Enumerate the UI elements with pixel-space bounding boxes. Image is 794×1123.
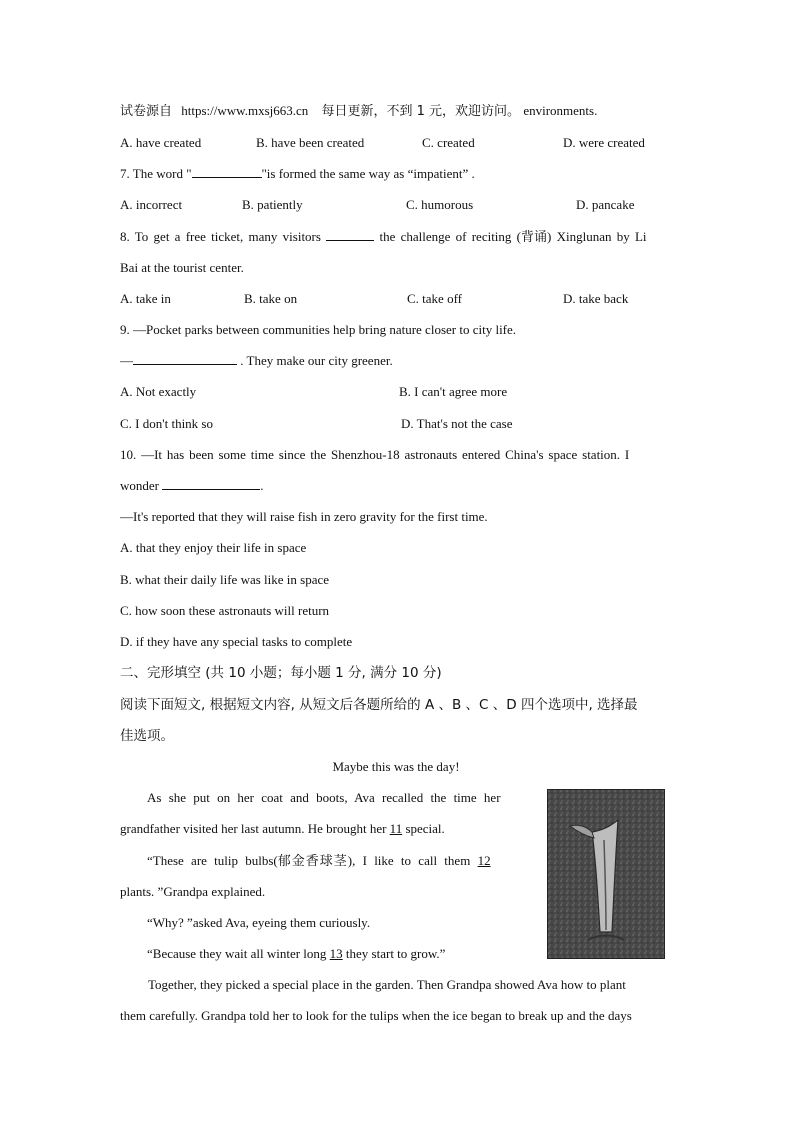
source-url[interactable]: https://www.mxsj663.cn [181, 103, 309, 118]
blank-12: 12 [477, 853, 491, 868]
q9-option-c: C. I don't think so [120, 416, 213, 431]
passage-p2-line2: plants. ”Grandpa explained. [120, 884, 266, 899]
blank-13: 13 [329, 946, 343, 961]
passage-p5-line2: them carefully. Grandpa told her to look for the tulips when the ice began to break up and the days [120, 1008, 632, 1023]
q10-stem-line1: 10. —It has been some time since the Shenzhou-18 astronauts entered China's space station. I [120, 447, 630, 462]
source-label: 试卷源自 [120, 104, 173, 119]
q8-stem-line1 [120, 228, 647, 246]
q9-option-d: D. That's not the case [401, 416, 513, 431]
q7-suffix: "is formed the same way as “impatient” . [261, 166, 475, 181]
q10-suffix: . [260, 478, 264, 493]
q9-option-b: B. I can't agree more [399, 384, 508, 399]
q7-option-c: C. humorous [406, 197, 474, 212]
q9-option-a: A. Not exactly [120, 384, 197, 399]
q8-blank [326, 228, 374, 241]
passage-p2-text-b: ), I like to call them [347, 853, 478, 868]
passage-p1-line1: As she put on her coat and boots, Ava recalled the time her [147, 790, 501, 805]
q10-option-d: D. if they have any special tasks to complete [120, 634, 353, 649]
passage-p4 [147, 945, 445, 963]
q6-option-a: A. have created [120, 135, 202, 150]
q8-option-b: B. take on [244, 291, 298, 306]
q10-stem-line2 [120, 477, 264, 495]
q8-option-d: D. take back [563, 291, 629, 306]
q6-option-c: C. created [422, 135, 475, 150]
passage-p3: “Why? ”asked Ava, eyeing them curiously. [147, 915, 371, 930]
passage-p1-text-a: grandfather visited her last autumn. He brought her [120, 821, 390, 836]
passage-p2-line1 [147, 852, 491, 871]
passage-p1-line2 [120, 820, 445, 838]
tulip-sprout-photo [547, 789, 665, 959]
q9-stem-line1: 9. —Pocket parks between communities help bring nature closer to city life. [120, 322, 517, 337]
q10-option-c: C. how soon these astronauts will return [120, 603, 330, 618]
q8-text-a: 8. To get a free ticket, many visitors [120, 229, 321, 244]
q10-option-b: B. what their daily life was like in space [120, 572, 330, 587]
q8-option-a: A. take in [120, 291, 171, 306]
q7-stem [120, 165, 475, 183]
q10-prefix: wonder [120, 478, 159, 493]
section2-instructions-2: 佳选项。 [120, 728, 174, 744]
q6-option-d: D. were created [563, 135, 645, 150]
q8-text-b: the challenge of reciting (背诵) Xinglunan by Li [379, 229, 647, 244]
sprout-image [548, 790, 664, 958]
passage-p1-text-b: special. [402, 821, 445, 836]
q10-blank [162, 477, 260, 490]
passage-title: Maybe this was the day! [332, 759, 460, 774]
q10-stem-line3: —It's reported that they will raise fish in zero gravity for the first time. [120, 509, 488, 524]
q10-option-a: A. that they enjoy their life in space [120, 540, 307, 555]
q7-prefix: 7. The word " [120, 166, 192, 181]
q7-option-a: A. incorrect [120, 197, 183, 212]
source-header [120, 102, 597, 121]
q9-dash: — [120, 353, 133, 368]
q8-stem-line2: Bai at the tourist center. [120, 260, 244, 275]
source-note: 每日更新，不到 1 元，欢迎访问。 [321, 104, 521, 119]
passage-p5-line1: Together, they picked a special place in the garden. Then Grandpa showed Ava how to plant [148, 977, 626, 992]
trailing-word: environments. [523, 103, 598, 118]
q6-option-b: B. have been created [256, 135, 365, 150]
passage-p4-text-a: “Because they wait all winter long [147, 946, 330, 961]
q7-blank [192, 165, 262, 178]
q9-suffix: . They make our city greener. [240, 353, 393, 368]
section2-heading: 二、完形填空 (共 10 小题；每小题 1 分, 满分 10 分) [120, 665, 442, 681]
blank-11: 11 [389, 821, 403, 836]
section2-instructions-1: 阅读下面短文, 根据短文内容, 从短文后各题所给的 A 、B 、C 、D 四个选项中, 选择最 [120, 697, 638, 713]
passage-p2-text-a: “These are tulip bulbs( [147, 853, 278, 868]
q7-option-b: B. patiently [242, 197, 303, 212]
passage-p2-chinese: 郁金香球茎 [277, 854, 348, 869]
passage-p4-text-b: they start to grow.” [342, 946, 446, 961]
q7-option-d: D. pancake [576, 197, 635, 212]
q9-stem-line2 [120, 352, 393, 370]
q8-option-c: C. take off [407, 291, 462, 306]
q9-blank [133, 352, 237, 365]
